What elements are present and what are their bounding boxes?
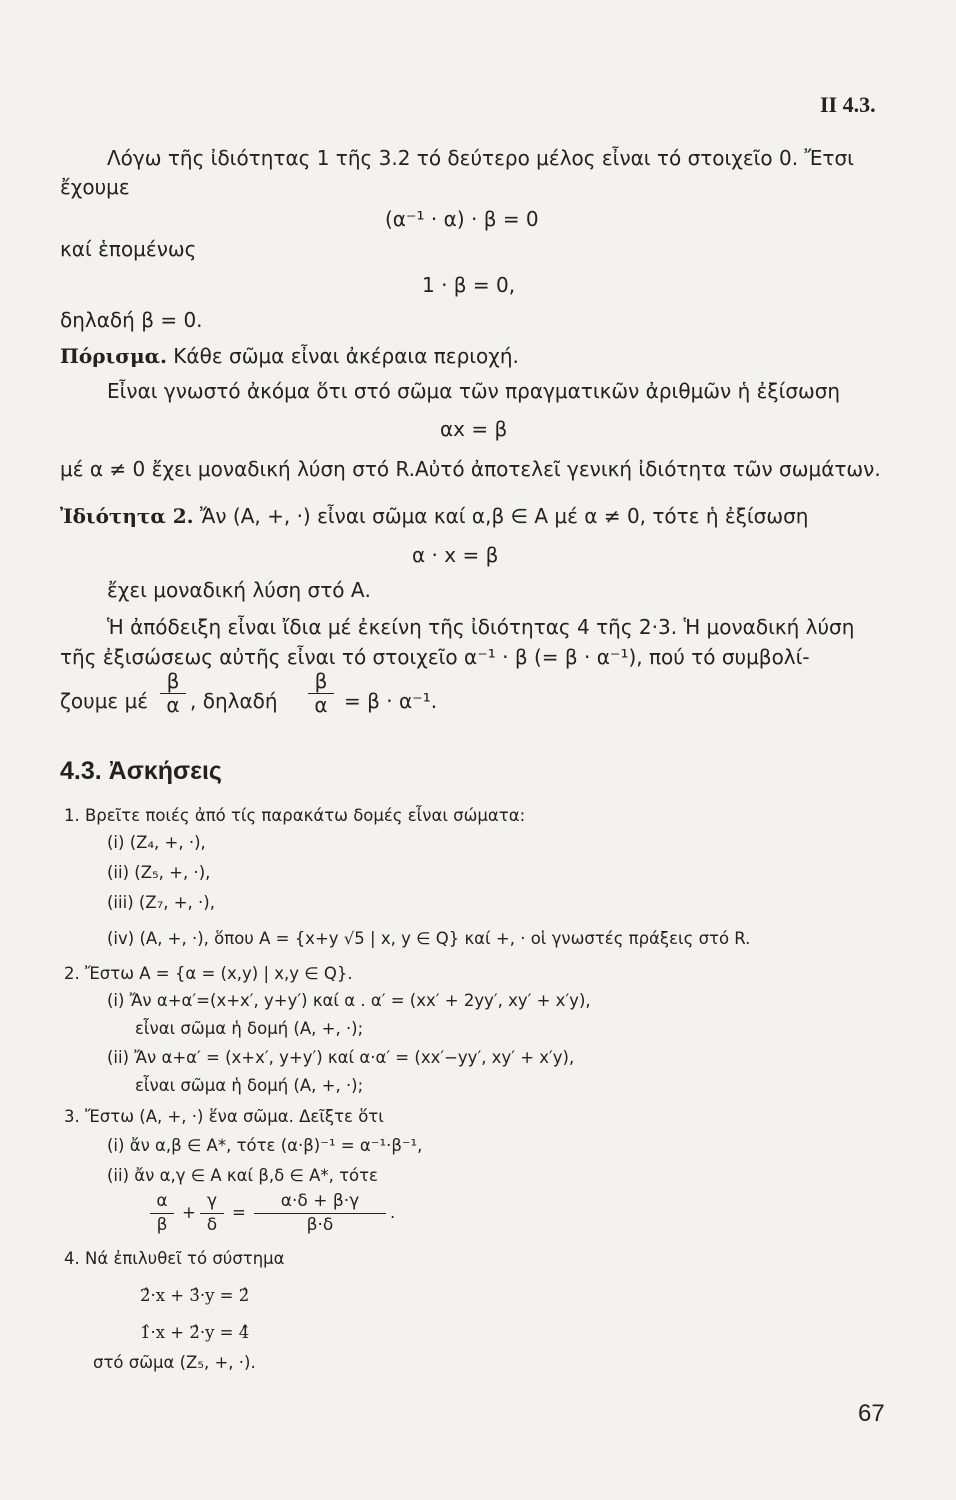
porisma-label: Πόρισμα.	[60, 344, 167, 368]
exercise-3-ii: (ii) ἄν α,γ ∈ Α καί β,δ ∈ Α*, τότε	[107, 1166, 378, 1185]
exercise-4-field: στό σῶμα (Z₅, +, ·).	[93, 1353, 256, 1372]
text-line: = β · α⁻¹.	[344, 689, 438, 713]
porisma-text: Κάθε σῶμα εἶναι ἀκέραια περιοχή.	[166, 344, 519, 368]
equals-sign: =	[232, 1203, 246, 1222]
exercise-1-ii: (ii) (Z₅, +, ·),	[107, 863, 211, 882]
fraction-numerator: β	[314, 669, 328, 693]
exercise-1-iv: (iv) (Α, +, ·), ὅπου Α = {x+y √5 | x, y ∈ Q} καί +, · οἱ γνωστές πράξεις στό R.	[107, 929, 751, 948]
fraction-numerator: β	[166, 669, 180, 693]
text-line: μέ α ≠ 0 ἔχει μοναδική λύση στό R.Αὐτό ἀποτελεῖ γενική ἰδιότητα τῶν σωμάτων.	[60, 457, 881, 481]
exercise-1-iii: (iii) (Z₇, +, ·),	[107, 893, 215, 912]
fraction-beta-alpha	[160, 670, 186, 716]
period: .	[390, 1203, 396, 1222]
section-header: II 4.3.	[820, 92, 876, 117]
fraction-gamma-delta	[200, 1190, 224, 1236]
fraction-numerator: α·δ + β·γ	[280, 1191, 360, 1211]
fraction-denominator: α	[160, 693, 186, 716]
exercise-3: 3. Ἔστω (Α, +, ·) ἕνα σῶμα. Δεῖξτε ὅτι	[64, 1107, 384, 1126]
text-line: ἔχει μοναδική λύση στό Α.	[107, 578, 371, 602]
equation: α · x = β	[412, 543, 499, 567]
system-equation-1: 2̂·x + 3̂·y = 2̂	[140, 1286, 250, 1305]
fraction-numerator: α	[156, 1191, 168, 1211]
text-line: τῆς ἐξισώσεως αὐτῆς εἶναι τό στοιχεῖο α⁻¹ · β (= β · α⁻¹), πού τό συμβολί-	[60, 645, 810, 669]
fraction-sum	[254, 1190, 386, 1236]
exercise-4: 4. Νά ἐπιλυθεῖ τό σύστημα	[64, 1249, 285, 1268]
text-line: Ἡ ἀπόδειξη εἶναι ἴδια μέ ἐκείνη τῆς ἰδιότητας 4 τῆς 2·3. Ἡ μοναδική λύση	[107, 615, 855, 639]
exercise-3-i: (i) ἄν α,β ∈ Α*, τότε (α·β)⁻¹ = α⁻¹·β⁻¹,	[107, 1136, 423, 1155]
exercise-2-ii-question: εἶναι σῶμα ἡ δομή (Α, +, ·);	[135, 1076, 364, 1095]
text-line: ζουμε μέ	[60, 689, 149, 713]
idiotita-label: Ἰδιότητα 2.	[60, 504, 194, 528]
idiotita-text: Ἄν (Α, +, ·) εἶναι σῶμα καί α,β ∈ Α μέ α ≠ 0, τότε ἡ ἐξίσωση	[193, 504, 809, 528]
fraction-denominator: β·δ	[254, 1213, 386, 1236]
text-line: Λόγω τῆς ἰδιότητας 1 τῆς 3.2 τό δεύτερο μέλος εἶναι τό στοιχεῖο 0. Ἔτσι	[107, 146, 854, 170]
section-title: 4.3. Ἀσκήσεις	[60, 757, 222, 785]
page-number: 67	[858, 1400, 885, 1427]
exercise-2: 2. Ἔστω Α = {α = (x,y) | x,y ∈ Q}.	[64, 964, 353, 983]
fraction-denominator: β	[150, 1213, 174, 1236]
text-line: Εἶναι γνωστό ἀκόμα ὅτι στό σῶμα τῶν πραγματικῶν ἀριθμῶν ἡ ἐξίσωση	[107, 379, 841, 403]
text-line: ἔχουμε	[60, 175, 130, 199]
text-line: καί ἑπομένως	[60, 237, 197, 261]
equation: 1 · β = 0,	[422, 273, 516, 297]
fraction-denominator: α	[308, 693, 334, 716]
idiotita-line	[60, 503, 808, 529]
equation: αx = β	[440, 417, 508, 441]
fraction-beta-alpha	[308, 670, 334, 716]
plus-sign: +	[182, 1203, 196, 1222]
fraction-numerator: γ	[206, 1191, 218, 1211]
system-equation-2: 1̂·x + 2̂·y = 4̂	[140, 1323, 250, 1342]
exercise-2-ii: (ii) Ἄν α+α′ = (x+x′, y+y′) καί α·α′ = (xx′−yy′, xy′ + x′y),	[107, 1048, 575, 1067]
porisma-line	[60, 343, 519, 369]
text-line: δηλαδή β = 0.	[60, 308, 203, 332]
exercise-1: 1. Βρεῖτε ποιές ἀπό τίς παρακάτω δομές εἶναι σώματα:	[64, 806, 526, 825]
exercise-2-i-question: εἶναι σῶμα ἡ δομή (Α, +, ·);	[135, 1019, 364, 1038]
fraction-denominator: δ	[200, 1213, 224, 1236]
exercise-2-i: (i) Ἄν α+α′=(x+x′, y+y′) καί α . α′ = (xx′ + 2yy′, xy′ + x′y),	[107, 991, 591, 1010]
text-line: , δηλαδή	[190, 689, 278, 713]
equation: (α⁻¹ · α) · β = 0	[385, 207, 539, 231]
exercise-1-i: (i) (Z₄, +, ·),	[107, 833, 206, 852]
fraction-alpha-beta	[150, 1190, 174, 1236]
